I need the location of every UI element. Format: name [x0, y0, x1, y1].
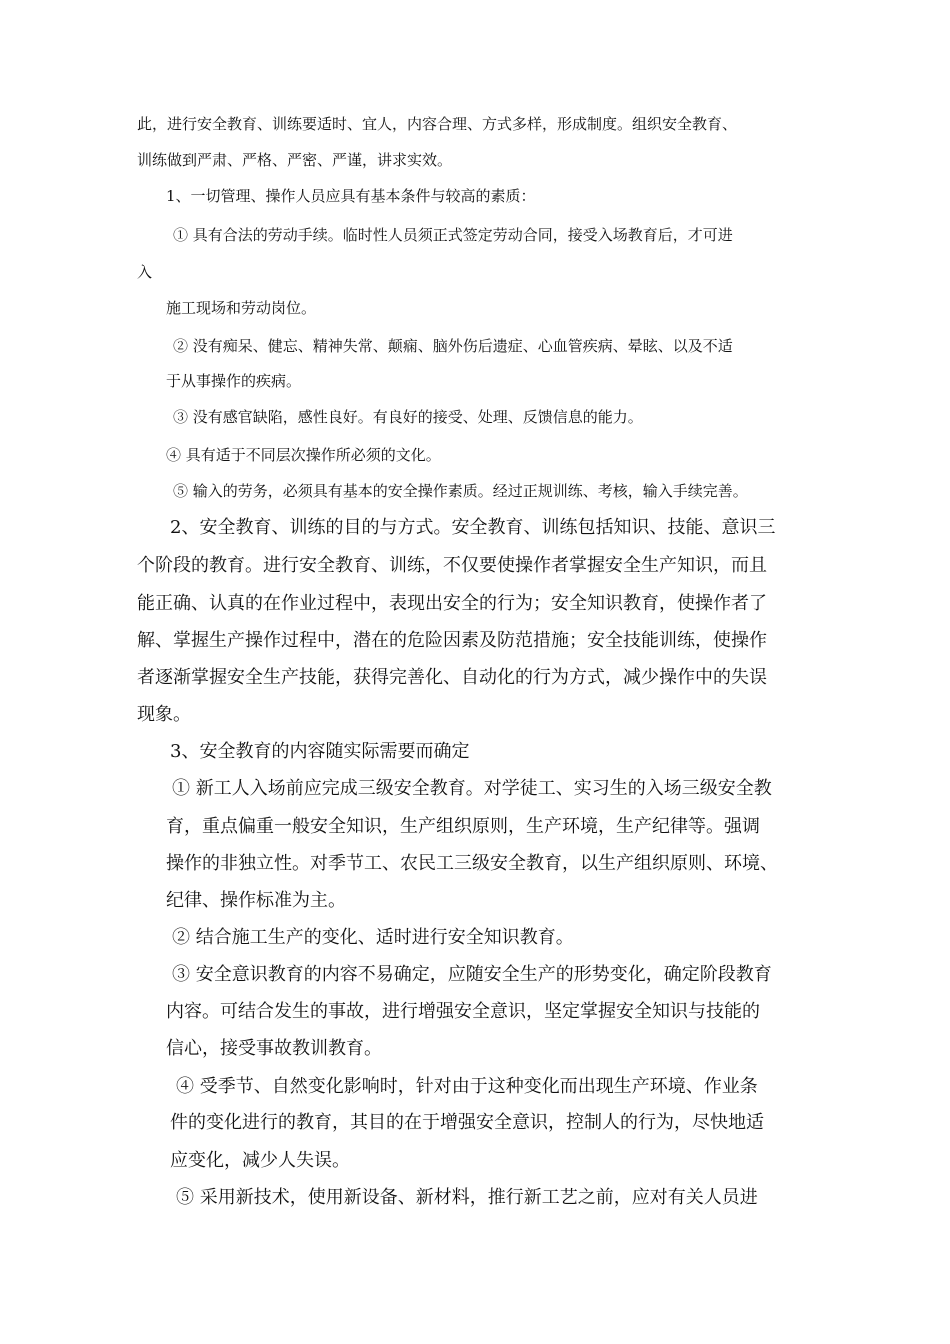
text-line: 施工现场和劳动岗位。: [166, 299, 317, 317]
text-line: ① 新工人入场前应完成三级安全教育。对学徒工、实习生的入场三级安全教: [172, 778, 772, 799]
text-line: ① 具有合法的劳动手续。临时性人员须正式签定劳动合同，接受入场教育后，才可进: [173, 226, 733, 244]
text-line: ④ 具有适于不同层次操作所必须的文化。: [166, 446, 441, 464]
text-line: ④ 受季节、自然变化影响时，针对由于这种变化而出现生产环境、作业条: [176, 1076, 758, 1097]
text-line: 入: [137, 263, 153, 281]
text-line: ③ 安全意识教育的内容不易确定，应随安全生产的形势变化，确定阶段教育: [172, 964, 772, 985]
text-line: 内容。可结合发生的事故，进行增强安全意识，坚定掌握安全知识与技能的: [166, 1001, 760, 1022]
text-line: 信心，接受事故教训教育。: [166, 1038, 382, 1059]
text-line: 于从事操作的疾病。: [166, 372, 302, 390]
text-line: 训练做到严肃、严格、严密、严谨，讲求实效。: [137, 151, 453, 169]
text-line: 操作的非独立性。对季节工、农民工三级安全教育，以生产组织原则、环境、: [166, 853, 778, 874]
text-line: 3、安全教育的内容随实际需要而确定: [170, 741, 470, 762]
text-line: 此，进行安全教育、训练要适时、宜人，内容合理、方式多样，形成制度。组织安全教育、: [137, 115, 738, 133]
text-line: ⑤ 输入的劳务，必须具有基本的安全操作素质。经过正规训练、考核，输入手续完善。: [173, 482, 748, 500]
text-line: 能正确、认真的在作业过程中，表现出安全的行为；安全知识教育，使操作者了: [137, 593, 767, 614]
text-line: 件的变化进行的教育，其目的在于增强安全意识，控制人的行为，尽快地适: [170, 1112, 764, 1133]
text-line: 育，重点偏重一般安全知识，生产组织原则，生产环境，生产纪律等。强调: [166, 816, 760, 837]
text-line: ② 没有痴呆、健忘、精神失常、颠痫、脑外伤后遗症、心血管疾病、晕眩、以及不适: [173, 337, 733, 355]
text-line: 应变化，减少人失误。: [170, 1150, 350, 1171]
text-line: 者逐渐掌握安全生产技能，获得完善化、自动化的行为方式，减少操作中的失误: [137, 667, 767, 688]
text-line: ② 结合施工生产的变化、适时进行安全知识教育。: [172, 927, 574, 948]
text-line: 纪律、操作标准为主。: [166, 890, 346, 911]
text-line: 现象。: [137, 704, 191, 725]
text-line: ⑤ 采用新技术，使用新设备、新材料，推行新工艺之前，应对有关人员进: [176, 1187, 758, 1208]
text-line: 解、掌握生产操作过程中，潜在的危险因素及防范措施；安全技能训练，使操作: [137, 630, 767, 651]
text-line: ③ 没有感官缺陷，感性良好。有良好的接受、处理、反馈信息的能力。: [173, 408, 643, 426]
text-line: 1、一切管理、操作人员应具有基本条件与较高的素质：: [166, 187, 536, 205]
text-line: 个阶段的教育。进行安全教育、训练，不仅要使操作者掌握安全生产知识，而且: [137, 555, 767, 576]
text-line: 2、安全教育、训练的目的与方式。安全教育、训练包括知识、技能、意识三: [170, 517, 776, 538]
